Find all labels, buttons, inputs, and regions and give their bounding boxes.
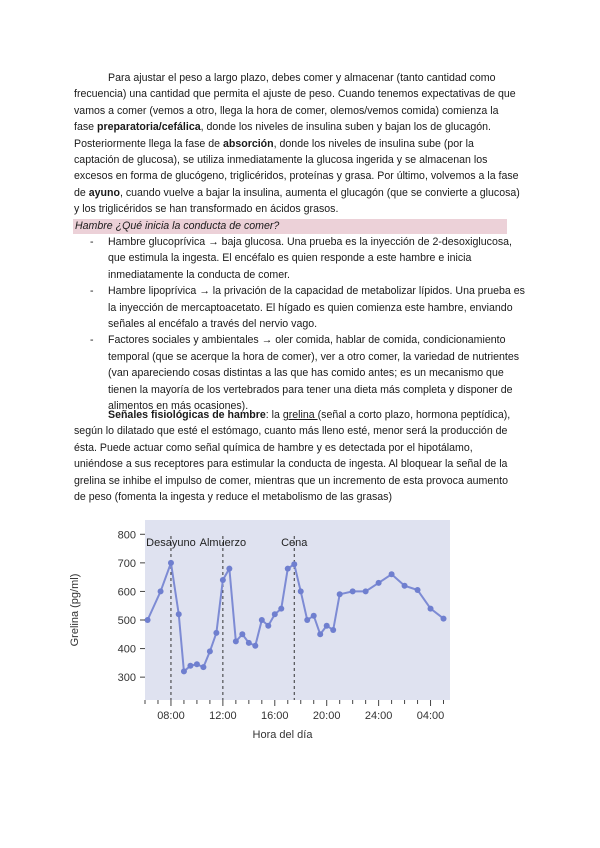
data-point xyxy=(246,640,252,646)
x-tick-label: 04:00 xyxy=(416,710,445,722)
data-point xyxy=(285,566,291,572)
paragraph-text: , donde los niveles de insulina sube (por la captación de glucosa), se utiliza inmediatamente la glucosa ingerida y se almacenan los excesos en forma de glucógeno, triglicéridos, proteínas y grasa. Por último, volvemos a la fase de xyxy=(74,137,519,199)
y-axis-label: Grelina (pg/ml) xyxy=(69,573,81,647)
ghrelin-chart-svg xyxy=(60,510,460,750)
bold-term-cephalic: preparatoria/cefálica xyxy=(96,121,201,134)
x-tick-label: 16:00 xyxy=(261,710,289,722)
meal-marker-label: Desayuno xyxy=(146,537,196,549)
data-point xyxy=(187,663,193,669)
data-point xyxy=(304,617,310,623)
data-point xyxy=(226,566,232,572)
data-point xyxy=(259,617,265,623)
data-point xyxy=(194,661,200,667)
ghrelin-chart xyxy=(60,510,460,750)
bold-term-physiological-signals: Señales fisiológicas de hambre xyxy=(108,409,266,421)
meal-marker-label: Almuerzo xyxy=(199,537,247,549)
data-point xyxy=(389,571,395,577)
data-point xyxy=(278,606,284,612)
data-point xyxy=(330,627,336,633)
bold-term-fasting: ayuno xyxy=(88,186,120,199)
data-point xyxy=(272,611,278,617)
y-tick-label: 400 xyxy=(117,643,136,656)
paragraph-text: , cuando vuelve a bajar la insulina, aumenta el glucagón (que se convierte a glucosa) y los triglicéridos se han transformado en ácidos grasos. xyxy=(74,186,520,216)
data-point xyxy=(291,561,297,567)
list-dash: - xyxy=(90,334,94,347)
data-point xyxy=(265,623,271,629)
list-item-text: Factores sociales y ambientales → oler comida, hablar de comida, condicionamiento temporal (que se acerque la hora de comer), ver a otro comer, la variedad de nutrientes (van apareciendo cosas distintas a las que has comido antes; es un mecanismo que tienen la mayoría de los vertebrados para tener una dieta más completa y disponer de alimentos en más ocasiones). xyxy=(108,334,520,413)
hunger-list xyxy=(90,234,530,414)
data-point xyxy=(220,577,226,583)
paragraph-text: Para ajustar el peso a largo plazo, debes comer y almacenar (tanto cantidad como frecuencia) una cantidad que permita el ajuste de peso. Cuando tenemos expectativas de que vamos a comer (vemos a otro, llega la hora de comer, olemos/vemos comida) comienza la fase xyxy=(74,72,516,134)
data-point xyxy=(176,611,182,617)
data-point xyxy=(207,648,213,654)
x-axis-label: Hora del día xyxy=(252,729,313,741)
paragraph-text: (señal a corto plazo, hormona peptídica), según lo dilatado que esté el estómago, cuanto más lleno esté, menor será la producción de ésta. Puede actuar como señal química de hambre y es detectada por el hipotálamo, uniéndose a sus receptores para estimular la conducta de ingesta. Al bloquear la señal de la grelina se inhibe el impulso de comer, mientras que un incremento de esta provoca aumento de peso (fomenta la ingesta y reduce el metabolismo de las grasas) xyxy=(74,409,511,504)
data-point xyxy=(350,588,356,594)
data-point xyxy=(415,587,421,593)
section-heading-hunger: Hambre ¿Qué inicia la conducta de comer? xyxy=(73,219,507,234)
data-point xyxy=(337,591,343,597)
data-point xyxy=(168,560,174,566)
data-point xyxy=(376,580,382,586)
data-point xyxy=(428,606,434,612)
x-tick-label: 24:00 xyxy=(364,710,393,722)
data-point xyxy=(311,613,317,619)
meal-marker-label: Cena xyxy=(281,537,308,549)
data-point xyxy=(158,588,164,594)
list-dash: - xyxy=(90,285,94,298)
underlined-term-ghrelin: grelina xyxy=(282,409,318,421)
paragraph-ghrelin xyxy=(74,407,520,505)
x-tick-label: 20:00 xyxy=(312,710,341,722)
data-point xyxy=(441,616,447,622)
data-point xyxy=(324,623,330,629)
data-point xyxy=(363,588,369,594)
list-item-text: Hambre lipoprívica → la privación de la capacidad de metabolizar lípidos. Una prueba es la inyección de mercaptoacetato. El hígado es quien comienza este hambre, enviando señales al encéfalo a través del nervio vago. xyxy=(108,285,525,331)
data-point xyxy=(402,583,408,589)
y-tick-label: 600 xyxy=(117,586,136,599)
y-tick-label: 300 xyxy=(117,672,136,685)
data-point xyxy=(317,631,323,637)
list-item xyxy=(90,283,530,332)
paragraph-text: , donde los niveles de insulina suben y bajan los de glucagón. Posteriormente llega la fase de xyxy=(74,121,491,150)
data-point xyxy=(239,631,245,637)
paragraph-text: : la xyxy=(265,409,283,421)
list-item xyxy=(90,332,530,414)
x-tick-label: 08:00 xyxy=(157,710,185,722)
list-item xyxy=(90,234,530,283)
list-item-text: Hambre glucoprívica → baja glucosa. Una prueba es la inyección de 2-desoxiglucosa, que estimula la ingesta. El encéfalo es quien responde a este hambre e inicia inmediatamente la conducta de comer. xyxy=(108,236,512,281)
y-tick-label: 700 xyxy=(117,557,136,570)
paragraph-phases xyxy=(74,70,520,218)
y-tick-label: 800 xyxy=(117,529,136,542)
data-point xyxy=(181,668,187,674)
data-point xyxy=(200,664,206,670)
x-tick-label: 12:00 xyxy=(209,710,237,722)
data-point xyxy=(233,638,239,644)
data-point xyxy=(213,630,219,636)
list-dash: - xyxy=(90,236,94,248)
data-point xyxy=(298,588,304,594)
data-point xyxy=(145,617,151,623)
y-tick-label: 500 xyxy=(117,615,136,627)
data-point xyxy=(252,643,258,649)
bold-term-absorption: absorción xyxy=(223,137,274,150)
